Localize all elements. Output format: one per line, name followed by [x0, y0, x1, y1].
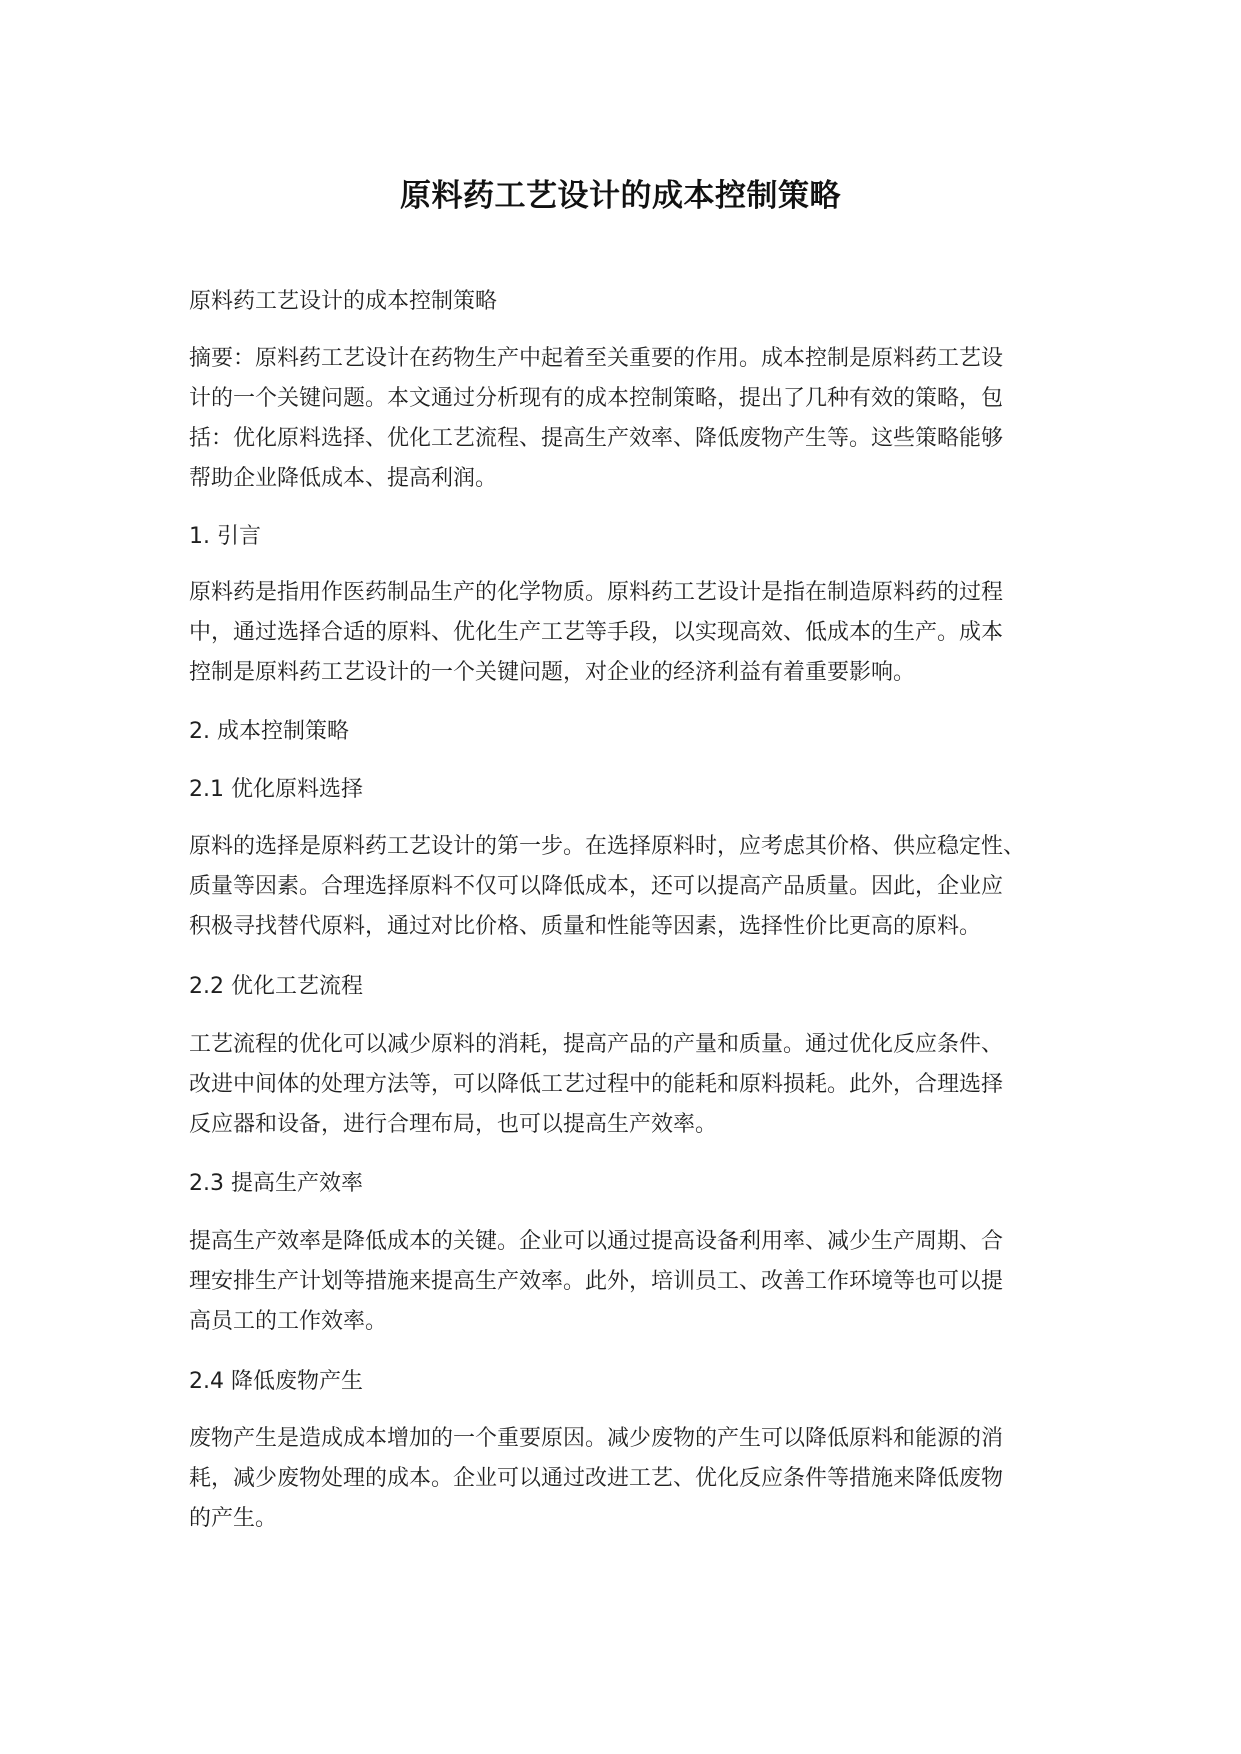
paragraph-line: 高员工的工作效率。 — [189, 1309, 388, 1334]
section-paragraph-2-4 — [189, 1419, 1059, 1539]
abstract-line: 帮助企业降低成本、提高利润。 — [189, 466, 498, 491]
paragraph-line: 的产生。 — [189, 1506, 278, 1531]
document-subtitle: 原料药工艺设计的成本控制策略 — [189, 289, 498, 314]
paragraph-line: 原料的选择是原料药工艺设计的第一步。在选择原料时，应考虑其价格、供应稳定性、 — [189, 834, 1026, 859]
abstract-line: 摘要：原料药工艺设计在药物生产中起着至关重要的作用。成本控制是原料药工艺设 — [189, 346, 1004, 371]
section-paragraph-2-2 — [189, 1025, 1059, 1145]
section-heading-intro: 1. 引言 — [189, 524, 261, 549]
section-heading-2-3: 2.3 提高生产效率 — [189, 1171, 363, 1196]
section-heading-2-4: 2.4 降低废物产生 — [189, 1369, 363, 1394]
paragraph-line: 质量等因素。合理选择原料不仅可以降低成本，还可以提高产品质量。因此，企业应 — [189, 874, 1004, 899]
paragraph-line: 工艺流程的优化可以减少原料的消耗，提高产品的产量和质量。通过优化反应条件、 — [189, 1032, 1004, 1057]
section-heading-2-2: 2.2 优化工艺流程 — [189, 974, 363, 999]
section-paragraph-2-1 — [189, 827, 1059, 947]
section-heading-strategies: 2. 成本控制策略 — [189, 719, 349, 744]
paragraph-line: 耗，减少废物处理的成本。企业可以通过改进工艺、优化反应条件等措施来降低废物 — [189, 1466, 1004, 1491]
section-paragraph-2-3 — [189, 1222, 1059, 1342]
paragraph-line: 反应器和设备，进行合理布局，也可以提高生产效率。 — [189, 1112, 718, 1137]
abstract-paragraph — [189, 339, 1059, 499]
abstract-line: 计的一个关键问题。本文通过分析现有的成本控制策略，提出了几种有效的策略，包 — [189, 386, 1004, 411]
abstract-line: 括：优化原料选择、优化工艺流程、提高生产效率、降低废物产生等。这些策略能够 — [189, 426, 1004, 451]
paragraph-line: 提高生产效率是降低成本的关键。企业可以通过提高设备利用率、减少生产周期、合 — [189, 1229, 1004, 1254]
page-title: 原料药工艺设计的成本控制策略 — [400, 178, 841, 214]
section-paragraph-intro — [189, 573, 1059, 693]
paragraph-line: 中，通过选择合适的原料、优化生产工艺等手段，以实现高效、低成本的生产。成本 — [189, 620, 1004, 645]
paragraph-line: 原料药是指用作医药制品生产的化学物质。原料药工艺设计是指在制造原料药的过程 — [189, 580, 1004, 605]
paragraph-line: 理安排生产计划等措施来提高生产效率。此外，培训员工、改善工作环境等也可以提 — [189, 1269, 1004, 1294]
paragraph-line: 积极寻找替代原料，通过对比价格、质量和性能等因素，选择性价比更高的原料。 — [189, 914, 982, 939]
paragraph-line: 控制是原料药工艺设计的一个关键问题，对企业的经济利益有着重要影响。 — [189, 660, 916, 685]
section-heading-2-1: 2.1 优化原料选择 — [189, 777, 363, 802]
paragraph-line: 改进中间体的处理方法等，可以降低工艺过程中的能耗和原料损耗。此外，合理选择 — [189, 1072, 1004, 1097]
paragraph-line: 废物产生是造成成本增加的一个重要原因。减少废物的产生可以降低原料和能源的消 — [189, 1426, 1004, 1451]
